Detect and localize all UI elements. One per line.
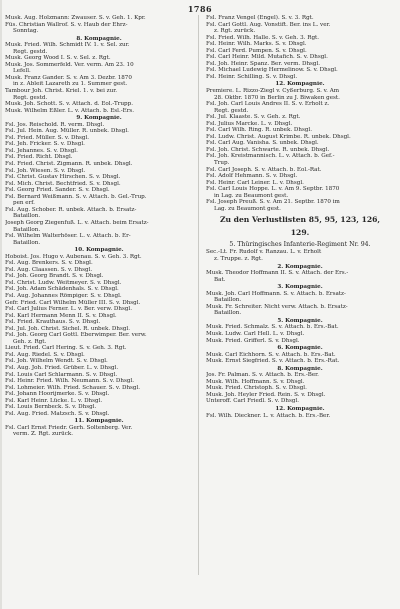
- casualty-entry: Fsl. Christ. Ludw. Weitmeyer. S. v. Dhsgl.: [5, 279, 122, 286]
- casualty-entry: Musk. Carl Eichhorn. S. v. Attach. b. Ers.-Bat.: [206, 351, 336, 358]
- company-heading: 3. Kompagnie.: [277, 284, 323, 291]
- regiment-heading: 5. Thüringisches Infanterie-Regiment Nr. 94.: [229, 241, 371, 249]
- casualty-entry: Fsl. Julius Marcke. L. v. Dhsgl.: [206, 120, 293, 127]
- casualty-entry: Fsl. Joh. Heinr. Spanz. Ber. verm. Dhsgl.: [206, 60, 321, 67]
- casualty-entry: Fsl. Christ. Gustav Hirschen. S. v. Dhsgl.: [5, 174, 121, 181]
- casualty-entry: Fsl. Mich. Christ. Bechtfried. S. v. Dhsgl.: [5, 180, 121, 187]
- casualty-entry: Musk. Aug. Holzmann: Zwauser. S. v. Geh. 1. Kpr.: [5, 15, 146, 21]
- casualty-entry: Fsl. Georg Fried. Sander. S. v. Dhsgl.: [5, 187, 110, 194]
- casualty-entry: Fsl. Lohmeier. Wilh. Fried. Schauer. S. v. Dhsgl.: [5, 384, 141, 391]
- casualty-entry: Fsl. Jul. Klaaste. S. v. Geh. z. Rgt.: [206, 114, 301, 121]
- company-heading: 9. Kompagnie.: [76, 115, 122, 122]
- left-column: [5, 15, 193, 438]
- casualty-entry: Fsl. Carl Wilh. Ring. R. unbek. Dhsgl.: [206, 127, 312, 134]
- page-binding-edge: [0, 0, 2, 609]
- company-heading: 11. Kompagnie.: [74, 418, 124, 425]
- casualty-entry: Musk. Franz Gander. S. v. Am 3. Dezbr. 1870: [5, 74, 132, 81]
- entry-continuation: Regt. gestd.: [214, 107, 249, 114]
- entry-continuation: 28. Oktbr. 1870 in Berlin zu J. Biwaken gest.: [214, 94, 340, 101]
- casualty-entry: Fsl. Fried. Christ. Zigmann. R. unbek. Dhsgl.: [5, 161, 133, 168]
- casualty-entry: Fsl. Joh. Carl Louis Andres II. S. v. Erholt z.: [206, 101, 330, 108]
- casualty-entry: Fsl. Wilhelm Walterhöser. L. v. Attach. b. Er-: [5, 233, 131, 240]
- casualty-entry: Fsl. Aug. Riedel. S. v. Dhsgl.: [5, 351, 85, 358]
- right-column: [206, 15, 394, 419]
- entry-continuation: Bat.: [214, 276, 226, 283]
- casualty-entry: Joseph Georg Ziegenfuß. L. v. Attach. beim Ersatz-: [5, 219, 149, 226]
- entry-continuation: z. Truppe. z. Rgt.: [214, 255, 263, 262]
- entry-continuation: Lag. zu Beaumont gest.: [214, 205, 281, 212]
- casualty-entry: Hoboist. Jos. Hugo v. Aubenau. S. v. Geh. 3. Rgt.: [5, 253, 142, 260]
- casualty-entry: Lieut. Fried. Carl Hering. S. v. Geh. 3. Rgt.: [5, 345, 127, 352]
- casualty-entry: Fsl. Franz Vengel (Engel). S. v. 3. Rgt.: [206, 15, 314, 21]
- casualty-entry: Musk. Joh. Heyler Fried. Rein. S. v. Dhsgl.: [206, 391, 326, 398]
- casualty-entry: Musk. Joh. Schott. S. v. Attach. d. Eol.-Trupp.: [5, 101, 133, 108]
- casualty-entry: Fsl. Aug. Schober. R. unbek. Attach. b. Ersatz-: [5, 206, 137, 213]
- entry-continuation: Bataillon.: [13, 239, 41, 246]
- entry-continuation: Trup.: [214, 160, 230, 167]
- entry-continuation: Bataillon.: [214, 310, 242, 317]
- entry-continuation: in Lag. zu Beaumont gest.: [214, 192, 289, 199]
- casualty-entry: Fsl. Joh. Wilhelm Wendt. S. v. Dhsgl.: [5, 358, 108, 365]
- entry-continuation: in z. Ableit Lazareth zu 1. Summer gest.: [13, 81, 128, 88]
- casualty-entry: Fsl. Ludw. Christ. August Krimbe. R. unbek. Dhsgl.: [206, 133, 351, 140]
- company-heading: 2. Kompagnie.: [277, 263, 323, 270]
- entry-continuation: Geh. z. Rgt.: [13, 338, 47, 345]
- company-heading: 12. Kompagnie.: [275, 81, 325, 88]
- casualty-entry: Musk. Fried. Schmalz. S. v. Attach. b. Ers.-Bat.: [206, 324, 339, 331]
- casualty-entry: Fsl. Louis Bernbeck. S. v. Dhsgl.: [5, 404, 97, 411]
- casualty-entry: Fsl. Carl Heinr. Mild. Mutafich. S. v. Dhsgl.: [206, 54, 328, 61]
- entry-continuation: Sonntag.: [13, 28, 39, 35]
- casualty-entry: Fsl. Wilh. Dieckner. L. v. Attach. b. Ers.-Ber.: [206, 412, 331, 419]
- casualty-entry: Fsl. Fried. Richt. Dhsgl.: [5, 154, 73, 161]
- casualty-entry: Fsl. Joh. Wiesen. S. v. Dhsgl.: [5, 167, 86, 174]
- casualty-entry: Fsl. Karl Hermann Menn II. S. v. Dhsgl.: [5, 312, 117, 319]
- company-heading: 10. Kompagnie.: [74, 247, 124, 254]
- casualty-entry: Fsl. Heinr. Carl Leiner. L. v. Dhsgl.: [206, 179, 304, 186]
- casualty-entry: Fsl. Jul. Hein. Aug. Müller. R. unbek. Dhsgl.: [5, 128, 129, 135]
- casualty-entry: Sec.-Lt. Fr. Rudolf v. Ranzau. L. v. Erholt: [206, 249, 322, 256]
- casualty-entry: Fsl. Carl Aug. Vanisha. S. unbek. Dhsgl.: [206, 140, 319, 147]
- casualty-entry: Musk. Ernst Siegfried. S. v. Attach. b. Ers.-Rat.: [206, 358, 340, 365]
- entry-continuation: Regt. gestd.: [13, 94, 48, 101]
- casualty-entry: Fsl. Joseph Preuß. S. v. Am 21. Septbr. 1870 im: [206, 199, 340, 206]
- casualty-entry: Fsl. Aug. Fried. Matzsch. S. v. Dhsgl.: [5, 410, 110, 417]
- casualty-entry: Fsl. Fried. Wilh. Halle. S. v. Geh. 3. Rgt.: [206, 34, 320, 41]
- company-heading: 8. Kompagnie.: [76, 35, 122, 42]
- entry-continuation: Lefell.: [13, 68, 31, 75]
- casualty-entry: Fsl. Michael Ludewig Hermelinow. S. v. Dhsgl.: [206, 67, 338, 74]
- casualty-entry: Fsl. Louis Carl Schlarmann. S. v. Dhsgl.: [5, 371, 118, 378]
- casualty-entry: Füs. Christian Wallrof. S. v. Haub der Ehrz-: [5, 21, 128, 28]
- section-title: Zu den Verlustlisten 85, 95, 123, 126,: [219, 215, 381, 225]
- casualty-entry: Fsl. Fried. Krauthaus. S. v. Dhsgl.: [5, 319, 101, 326]
- casualty-entry: Unteroff. Carl Friedl. S. v. Dhsgl.: [206, 398, 300, 405]
- company-heading: 12. Kompagnie.: [275, 405, 325, 412]
- entry-continuation: Bataillon.: [13, 213, 41, 220]
- casualty-entry: Fsl. Adolf Hehmann. S. v. Dhsgl.: [206, 173, 298, 180]
- casualty-entry: Fsl. Aug. Brenkers. S. v. Dhsgl.: [5, 260, 93, 267]
- casualty-entry: Fsl. Jehannes. S. v. Dhsgl.: [5, 147, 78, 154]
- casualty-entry: Fsl. Carl Louis Hoppe. L. v. Am 9. Septbr. 1870: [206, 186, 340, 193]
- section-title: 129.: [290, 228, 310, 238]
- casualty-entry: Fsl. Joh. Georg Brandt. S. v. Dhsgl.: [5, 273, 104, 280]
- casualty-entry: Premiere. L. Rizzo-Ziegl v. Cyßerburg. S. v. Am: [206, 88, 340, 95]
- casualty-entry: Musk. Fr. Schreiter. Nicht verw. Attach. b. Ersatz-: [206, 303, 348, 310]
- casualty-entry: Fsl. Karl Heinr. Lücke. L. v. Dhsgl.: [5, 397, 103, 404]
- casualty-entry: Jos. Fr. Palman. S. v. Attach. b. Ers.-Ber.: [206, 372, 319, 379]
- casualty-entry: Fsl. Joh. Kreistmannisch. L. v. Attach. b. Gef.-: [206, 153, 335, 160]
- entry-continuation: pen erf.: [13, 200, 35, 207]
- page-number: 1786: [187, 4, 213, 14]
- casualty-entry: Fsl. Joh. Georg Carl Gottl. Eberwimper. Ber. verw.: [5, 332, 147, 339]
- casualty-entry: Fsl. Aug. Claassen. S. v. Dhsgl.: [5, 266, 93, 273]
- casualty-entry: Fsl. Aug. Johannes Römpiger. S. v. Dhsgl.: [5, 292, 122, 299]
- entry-continuation: Regt. gestd.: [13, 48, 48, 55]
- casualty-entry: Fsl. Johann Hoorijmerke. S. v. Dhsgl.: [5, 391, 110, 398]
- company-heading: 6. Kompagnie.: [277, 345, 323, 352]
- entry-continuation: verm. Z. Rgt. zurück.: [13, 431, 74, 438]
- casualty-entry: Musk. Joh. Carl Hoffmann. S. v. Attach. b. Ersatz-: [206, 290, 346, 297]
- casualty-entry: Musk. Fried. Christoph. S. v. Dhsgl.: [206, 385, 307, 392]
- casualty-entry: Fsl. Fried. Müller. S. v. Dhsgl.: [5, 134, 90, 141]
- casualty-entry: Fsl. Heinr. Fried. Wilh. Neumann. S. v. Dhsgl.: [5, 378, 135, 385]
- casualty-entry: Fsl. Joh. Christ. Schwarte. R. unbek. Dhsgl.: [206, 146, 330, 153]
- casualty-entry: Fsl. Heinr. Wilh. Marks. S. v. Dhsgl.: [206, 41, 307, 48]
- column-divider: [198, 15, 199, 575]
- casualty-entry: Musk. Jos. Sommerfeld. Ver. verm. Am 23. 10: [5, 61, 134, 68]
- casualty-entry: Musk. Georg Wood I. S. v. Sel. z. Rgt.: [5, 55, 111, 62]
- company-heading: 5. Kompagnie.: [277, 317, 323, 324]
- casualty-entry: Musk. Ludw. Carl Hell. L. v. Dhsgl.: [206, 330, 305, 337]
- casualty-entry: Fsl. Joh. Adam Schädenhals. S. v. Dhsgl.: [5, 286, 119, 293]
- casualty-entry: Musk. Theodor Hoffmann II. S. v. Attach. der Ers.-: [206, 270, 349, 277]
- casualty-entry: Tambour Joh. Christ. Kriel. 1. v. bei zur.: [5, 88, 118, 95]
- casualty-entry: Fsl. Heinr. Schilling. S. v. Dhsgl.: [206, 73, 298, 80]
- casualty-entry: Fsl. Carl Julius Ferner. L. v. Ber. verw. Dhsgl.: [5, 306, 133, 313]
- casualty-entry: Fsl. Jul. Joh. Christ. Sichel. R. unbek. Dhsgl.: [5, 325, 131, 332]
- casualty-entry: Fsl. Carl Ernst Friedr. Gerh. Soltenberg. Ver.: [5, 424, 133, 431]
- entry-continuation: Bataillon.: [214, 297, 242, 304]
- entry-continuation: Bataillon.: [13, 226, 41, 233]
- casualty-entry: Fsl. Carl Gottl. Aug. Vonstift. Ber. ins L. ver.: [206, 21, 331, 28]
- casualty-entry: Musk. Fried. Wilh. Schmidt IV. 1. v. Sel. zur.: [5, 42, 130, 49]
- casualty-entry: Musk. Wilhelm Eßler. L. v. Attach. b. Esl.-Ers.: [5, 107, 135, 114]
- casualty-entry: Fsl. Jos. Reischold. R. verm. Dhsgl.: [5, 121, 105, 128]
- casualty-entry: Fsl. Carl Ferd. Pumpen. S. v. Dhsgl.: [206, 47, 307, 54]
- casualty-entry: Musk. Wilh. Hoffmann. S. v. Dhsgl.: [206, 378, 305, 385]
- company-heading: 8. Kompagnie.: [277, 365, 323, 372]
- casualty-entry: Fsl. Carl Joseph. S. v. Attach. b. Eol.-Rat.: [206, 166, 322, 173]
- casualty-entry: Gefr. Fried. Carl Wilhelm Müller III. S. v. Dhsgl.: [5, 299, 141, 306]
- entry-continuation: z. Rgt. zurück.: [214, 28, 256, 35]
- casualty-entry: Fsl. Jeh. Fricker. S. v. Dhsgl.: [5, 141, 85, 148]
- casualty-entry: Fsl. Bernard Weißmann. S. v. Attach. b. Gel.-Trup.: [5, 193, 147, 200]
- casualty-entry: Fsl. Aug. Joh. Fried. Grüber. L. v. Dhsgl.: [5, 364, 119, 371]
- casualty-entry: Musk. Fried. Grifferl. S. v. Dhsgl.: [206, 337, 300, 344]
